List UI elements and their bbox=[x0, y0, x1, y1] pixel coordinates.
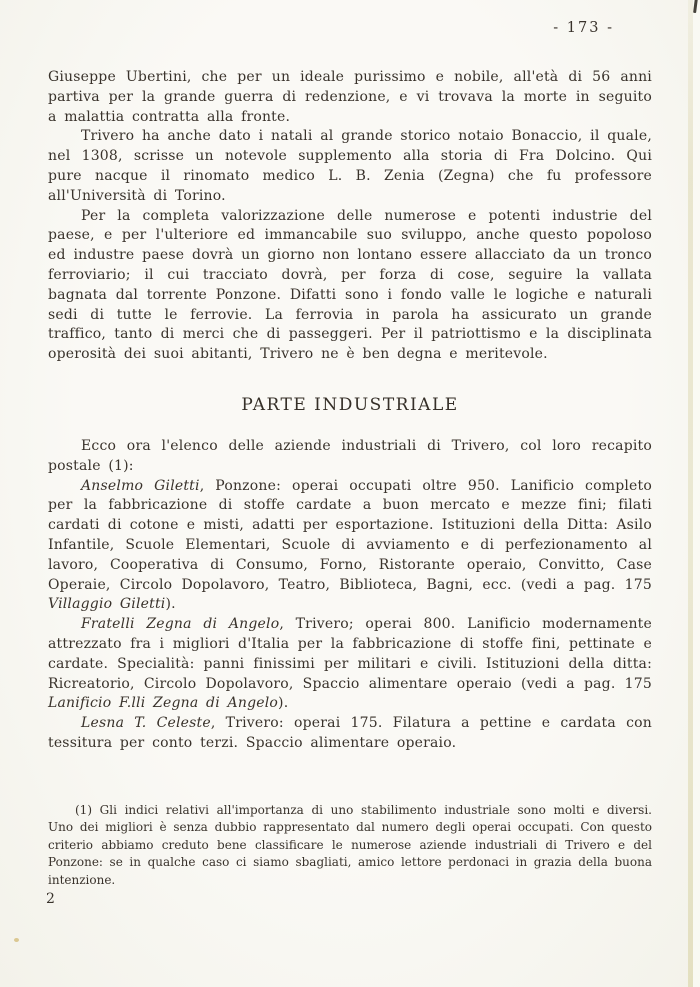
paragraph-trivero-natali bbox=[48, 127, 652, 206]
italic-text-run: Lanificio F.lli Zegna di Angelo bbox=[48, 695, 279, 712]
page-number-top: - 173 - bbox=[553, 20, 614, 36]
section-heading: PARTE INDUSTRIALE bbox=[241, 394, 459, 415]
text-run: , Trivero: operai 175. Filatura a pettine e cardata con tessitura per conto terzi. Spaccio alimentare operaio. bbox=[48, 715, 652, 751]
paragraph-anselmo-giletti bbox=[48, 477, 652, 616]
paragraph-lesna-celeste bbox=[48, 714, 652, 754]
paragraph-elenco-aziende bbox=[48, 437, 652, 477]
italic-text-run: Villaggio Giletti bbox=[48, 596, 166, 613]
page-right-edge bbox=[693, 0, 700, 987]
text-run: (1) Gli indici relativi all'importanza di uno stabilimento industriale sono molti e diversi. Uno dei migliori è senza dubbio rappresentato dal numero degli operai occupati. Con questo criterio abbiamo creduto bene classificare le numerose aziende industriali di Trivero e del Ponzone: se in qualche caso ci siamo sbagliati, amico lettore perdonaci in grazia della buona intenzione. bbox=[48, 802, 652, 887]
text-run: Per la completa valorizzazione delle numerose e potenti industrie del paese, e per l'ulteriore ed immancabile suo sviluppo, anche questo popoloso ed industre paese dovrà un giorno non lontano essere allacciato da un tronco ferroviario; il cui tracciato dovrà, per forza di cose, seguire la vallata bagnata dal torrente Ponzone. Difatti sono i fondo valle le logiche e naturali sedi di tutte le ferrovie. La ferrovia in parola ha assicurato un grande traffico, tanto di merci che di passeggeri. Per il patriottismo e la disciplinata operosità dei suoi abitanti, Trivero ne è ben degna e meritevole. bbox=[48, 207, 652, 363]
italic-text-run: Fratelli Zegna di Angelo bbox=[81, 616, 280, 633]
footnote bbox=[48, 802, 652, 890]
text-run: ). bbox=[165, 596, 176, 613]
text-run: , Trivero; operai 800. Lanificio modernamente attrezzato fra i migliori d'Italia per la fabbricazione di stoffe fini, pettinate e cardate. Specialità: panni finissimi per militari e civili. Istituzioni della ditta: Ricreatorio, Circolo Dopolavoro, Spaccio alimentare operaio (vedi a pag. 175 bbox=[48, 616, 652, 692]
text-run: Trivero ha anche dato i natali al grande storico notaio Bonaccio, il quale, nel 1308, scrisse un notevole supplemento alla storia di Fra Dolcino. Qui pure nacque il rinomato medico L. B. Zenia (Zegna) che fu professore all'Università di Torino. bbox=[48, 128, 652, 204]
text-run: Ecco ora l'elenco delle aziende industriali di Trivero, col loro recapito postale (1): bbox=[48, 437, 652, 474]
paper-speck bbox=[14, 938, 19, 942]
italic-text-run: Lesna T. Celeste bbox=[81, 715, 211, 732]
page-edge-line bbox=[688, 0, 693, 987]
paragraph-giuseppe-ubertini bbox=[48, 68, 652, 127]
text-run: ). bbox=[278, 695, 289, 712]
paragraph-fratelli-zegna bbox=[48, 615, 652, 714]
paragraph-ferrovia bbox=[48, 207, 652, 365]
text-run: , Ponzone: operai occupati oltre 950. Lanificio completo per la fabbricazione di stoffe cardate a buon mercato e mezze fini; filati cardati di cotone e misti, adatti per esportazione. Istituzioni della Ditta: Asilo Infantile, Scuole Elementari, Scuole di avviamento e di perfezionamento al lavoro, Cooperativa di Consumo, Forno, Ristorante operaio, Convitto, Case Operaie, Circolo Dopolavoro, Teatro, Biblioteca, Bagni, ecc. (vedi a pag. 175 bbox=[48, 477, 652, 593]
italic-text-run: Anselmo Giletti bbox=[81, 477, 200, 494]
text-run: Giuseppe Ubertini, che per un ideale purissimo e nobile, all'età di 56 anni partiva per la grande guerra di redenzione, e vi trovava la morte in seguito a malattia contratta alla fronte. bbox=[48, 69, 652, 125]
text-block bbox=[48, 0, 652, 889]
page-number-bottom: 2 bbox=[46, 891, 55, 907]
